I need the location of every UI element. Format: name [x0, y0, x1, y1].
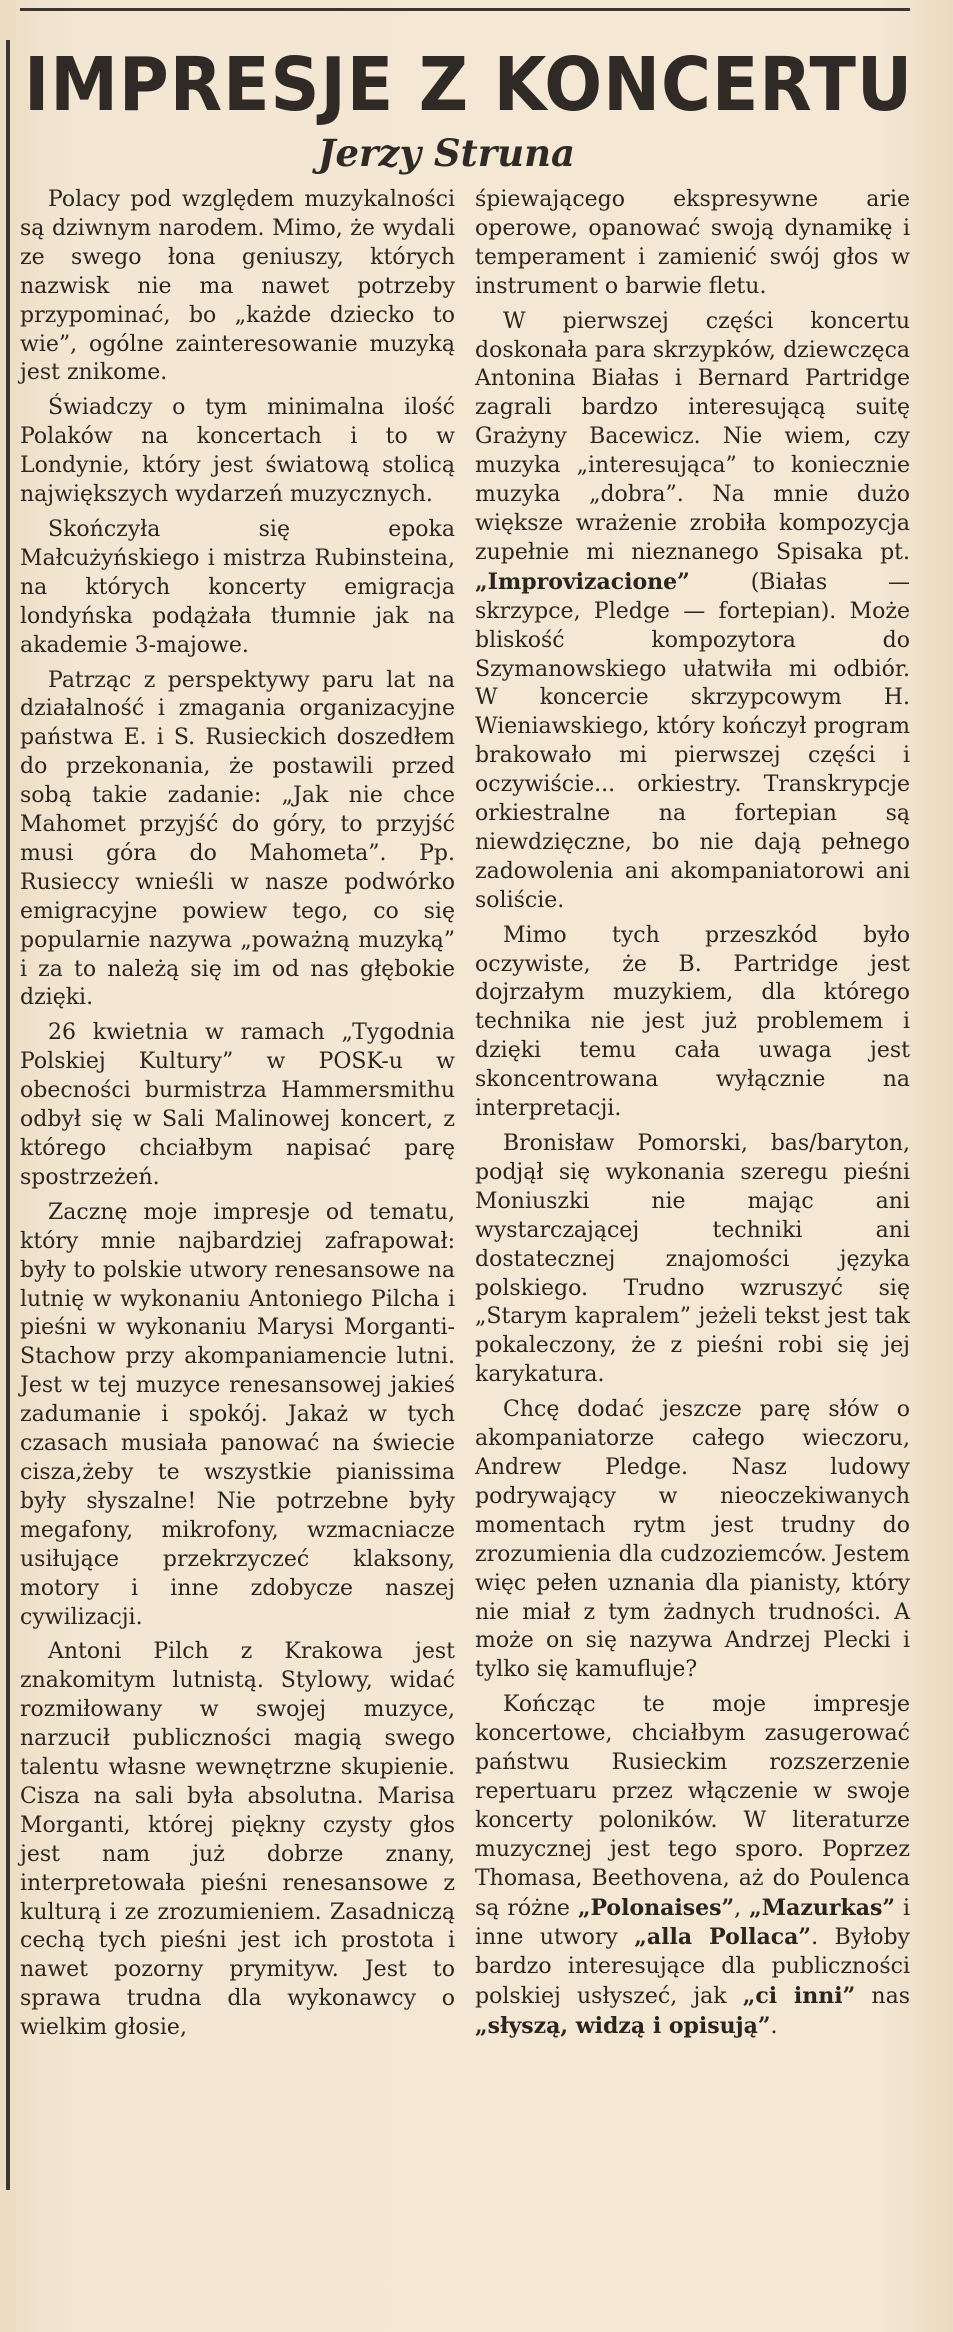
- paragraph: Polacy pod względem muzykalności są dziwnym narodem. Mimo, że wydali ze swego łona geniuszy, których nazwisk nie ma nawet potrzeby przypominać, bo „każde dziecko to wie”, ogólne zainteresowanie muzyką jest znikome.: [20, 187, 455, 386]
- bold-title: „Polonaises”: [577, 1894, 735, 1921]
- paragraph: Świadczy o tym minimalna ilość Polaków na koncertach i to w Londynie, który jest światową stolicą największych wydarzeń muzycznych.: [20, 395, 455, 508]
- paragraph-continued: śpiewającego ekspresywne arie operowe, opanować swoją dynamikę i temperament i zamienić swój głos w instrument o barwie fletu.: [475, 187, 910, 299]
- text-run: Kończąc te moje impresje koncertowe, chciałbym zasugerować państwu Rusieckim rozszerzenie repertuaru przez włączenie w swoje koncerty poloników. W literaturze muzycznej jest tego sporo. Poprzez Thomasa, Beethovena, aż do Poulenca są różne: [475, 1692, 910, 1921]
- paragraph: Chcę dodać jeszcze parę słów o akompaniatorze całego wieczoru, Andrew Pledge. Nasz ludowy podrywający w nieoczekiwanych momentach rytm jest trudny do zrozumienia dla cudzoziemców. Jestem więc pełen uznania dla pianisty, który nie miał z tym żadnych trudności. A może on się nazywa Andrzej Plecki i tylko się kamufluje?: [475, 1397, 910, 1683]
- article-byline: Jerzy Struna: [318, 131, 576, 175]
- top-rule: [20, 8, 910, 11]
- bold-title: „Improvizacione”: [475, 568, 690, 595]
- paragraph: [475, 1691, 910, 2042]
- text-run: i inne utwory: [475, 1895, 910, 1951]
- bold-title: „alla Pollaca”: [634, 1924, 812, 1951]
- paragraph: Antoni Pilch z Krakowa jest znakomitym lutnistą. Stylowy, widać rozmiłowany w swojej muzyce, narzucił publiczności magią swego talentu własne wewnętrzne skupienie. Cisza na sali była absolutna. Marisa Morganti, której piękny czysty głos jest nam już dobrze znany, interpretowała pieśni renesansowe z kulturą i ze zrozumieniem. Zasadniczą cechą tych pieśni jest ich prostota i nawet pozorny prymityw. Jest to sprawa trudna dla wykonawcy o wielkim głosie,: [20, 1639, 455, 2041]
- paragraph: Mimo tych przeszkód było oczywiste, że B. Partridge jest dojrzałym muzykiem, dla którego technika nie jest już problemem i dzięki temu cała uwaga jest skoncentrowana wyłącznie na interpretacji.: [475, 922, 910, 1122]
- bold-title: „ci inni”: [742, 1983, 856, 2010]
- text-run: (Białas — skrzypce, Pledge — fortepian). Może bliskość kompozytora do Szymanowskiego ułatwiła mi odbiór. W koncercie skrzypcowym H. Wieniawskiego, który kończył program brakowało mi pierwszej części i oczywiście... orkiestry. Transkrypcje orkiestralne na fortepian są niewdzięczne, bo nie dają pełnego zadowolenia ani akompaniatorowi ani soliście.: [475, 569, 910, 913]
- right-column: [475, 186, 910, 2048]
- left-column-rule: [6, 40, 10, 2190]
- text-run: ,: [734, 1895, 742, 1921]
- paragraph: Zacznę moje impresje od tematu, który mnie najbardziej zafrapował: były to polskie utwory renesansowe na lutnię w wykonaniu Antoniego Pilcha i pieśni w wykonaniu Marysi Morganti-Stachow przy akompaniamencie lutni. Jest w tej muzyce renesansowej jakieś zadumanie i spokój. Jakaż w tych czasach musiała panować na świecie cisza,żeby te wszystkie pianissima były słyszalne! Nie potrzebne były megafony, mikrofony, wzmacniacze usiłujące przekrzyczeć klaksony, motory i inne zdobycze naszej cywilizacji.: [20, 1199, 455, 1630]
- text-run: .: [770, 2014, 778, 2040]
- paragraph: Skończyła się epoka Małcużyńskiego i mistrza Rubinsteina, na których koncerty emigracja londyńska podążała tłumnie jak na akademie 3-majowe.: [20, 516, 455, 658]
- paragraph: Patrząc z perspektywy paru lat na działalność i zmagania organizacyjne państwa E. i S. Rusieckich doszedłem do przekonania, że postawili przed sobą takie zadanie: „Jak nie chce Mahomet przyjść do góry, to przyjść musi góra do Mahometa”. Pp. Rusieccy wnieśli w nasze podwórko emigracyjne powiew tego, co się popularnie nazywa „poważną muzyką” i za to należą się im od nas głębokie dzięki.: [20, 667, 455, 1011]
- text-run: nas: [871, 1984, 910, 2010]
- text-run: . Byłoby bardzo interesujące dla publiczności polskiej usłyszeć, jak: [475, 1925, 910, 2010]
- article-headline: IMPRESJE Z KONCERTU: [24, 42, 914, 128]
- bold-title: „Mazurkas”: [749, 1894, 895, 1921]
- paragraph: [475, 308, 910, 916]
- bold-title: „słyszą, widzą i opisują”: [475, 2013, 771, 2040]
- paragraph: Bronisław Pomorski, bas/baryton, podjął się wykonania szeregu pieśni Moniuszki nie mając ani wystarczającej techniki ani dostatecznej znajomości języka polskiego. Trudno wzruszyć się „Starym kapralem” jeżeli tekst jest tak pokaleczony, że z pieśni robi się jej karykatura.: [475, 1131, 910, 1388]
- text-run: W pierwszej części koncertu doskonała para skrzypków, dziewczęca Antonina Białas i Bernard Partridge zagrali bardzo interesującą suitę Grażyny Bacewicz. Nie wiem, czy muzyka „interesująca” to koniecznie muzyka „dobra”. Na mnie dużo większe wrażenie zrobiła kompozycja zupełnie mi nieznanego Spisaka pt.: [475, 308, 910, 565]
- left-column: [20, 186, 455, 2049]
- paragraph: 26 kwietnia w ramach „Tygodnia Polskiej Kultury” w POSK-u w obecności burmistrza Hammersmithu odbył się w Sali Malinowej koncert, z którego chciałbym napisać parę spostrzeżeń.: [20, 1020, 455, 1190]
